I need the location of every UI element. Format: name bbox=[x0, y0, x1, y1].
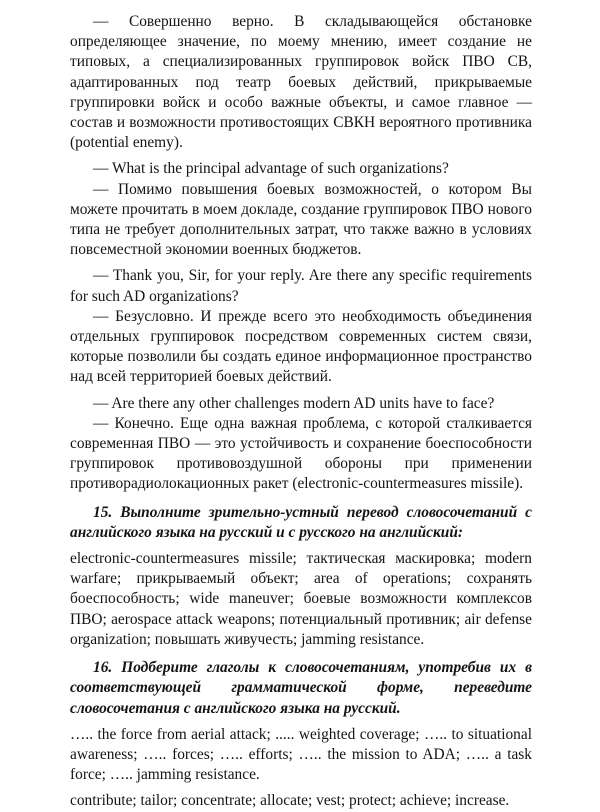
exercise-15-title: 15. Выполните зрительно-устный перевод словосочетаний с английского языка на русский и с русского на английский: bbox=[70, 503, 532, 541]
dialogue-answer-4: — Конечно. Еще одна важная проблема, с которой сталкивается современная ПВО — это устойчивость и сохранение боеспособности группировок противовоздушной обороны при применении противорадиолокационных ракет (electronic-countermeasures missile). bbox=[70, 414, 532, 493]
exercise-16-body: ….. the force from aerial attack; ..... weighted coverage; ….. to situational awareness; ….. forces; ….. efforts; ….. the mission to ADA; ….. a task force; ….. jamming resistance. bbox=[70, 725, 532, 784]
page-content bbox=[70, 12, 532, 812]
dialogue-question-1: — What is the principal advantage of such organizations? bbox=[93, 160, 449, 178]
dialogue-question-3: — Are there any other challenges modern AD units have to face? bbox=[93, 394, 495, 412]
dialogue-question-2: — Thank you, Sir, for your reply. Are there any specific requirements for such AD organizations? bbox=[70, 267, 532, 305]
dialogue-answer-3: — Безусловно. И прежде всего это необходимость объединения отдельных группировок посредством современных систем связи, которые позволили бы создать единое информационное пространство над всей территорией боевых действий. bbox=[70, 307, 532, 386]
dialogue-answer-2: — Помимо повышения боевых возможностей, о котором Вы можете прочитать в моем докладе, создание группировок ПВО нового типа не требует дополнительных затрат, что также важно в условиях повсеместной экономии военных бюджетов. bbox=[70, 180, 532, 259]
dialogue-answer-1: — Совершенно верно. В складывающейся обстановке определяющее значение, по моему мнению, имеет создание не типовых, а специализированных группировок войск ПВО СВ, адаптированных под театр боевых действий, прикрываемые группировки войск и особо важные объекты, и самое главное — состав и возможности противостоящих СВКН вероятного противника (potential enemy). bbox=[70, 13, 532, 152]
exercise-16-title: 16. Подберите глаголы к словосочетаниям, употребив их в соответствующей грамматической форме, переведите словосочетания с английского языка на русский. bbox=[70, 659, 532, 717]
exercise-16-verbs: contribute; tailor; concentrate; allocate; vest; protect; achieve; increase. bbox=[70, 792, 510, 810]
exercise-15-body: electronic-countermeasures missile; тактическая маскировка; modern warfare; прикрываемый объект; area of operations; сохранять боеспособность; wide maneuver; боевые возможности комплексов ПВО; aerospace attack weapons; потенциальный противник; air defense organization; повышать живучесть; jamming resistance. bbox=[70, 550, 532, 648]
